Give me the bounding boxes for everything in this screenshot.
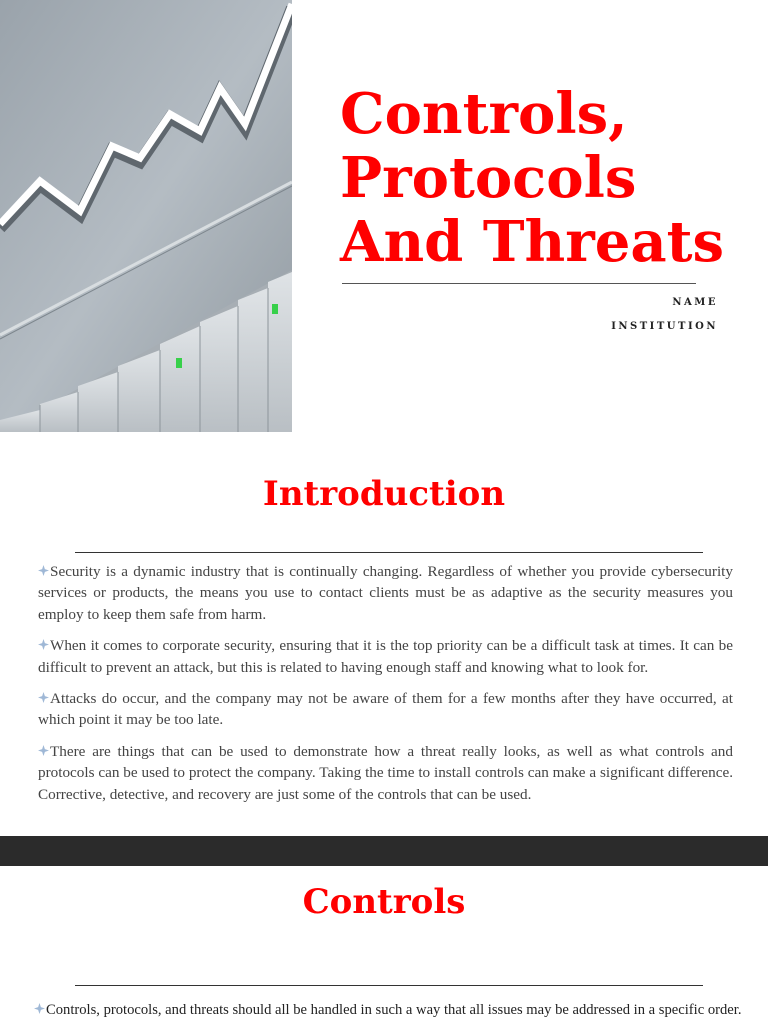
list-item: Security is a dynamic industry that is continually changing. Regardless of whether you provide cybersecurity services or products, the means you use to contact clients must be as adaptive as the security measures you employ to keep them safe from harm. xyxy=(38,563,733,623)
introduction-heading: Introduction xyxy=(262,474,506,514)
title-line-1: Controls, xyxy=(340,81,628,147)
introduction-bullet-list xyxy=(38,561,733,815)
title-line-3: And Threats xyxy=(340,209,725,275)
diamond-bullet-icon xyxy=(38,745,49,756)
introduction-slide xyxy=(0,432,768,836)
heading-divider xyxy=(75,985,703,986)
title-slide xyxy=(0,0,768,432)
title-divider xyxy=(342,283,696,284)
list-item: When it comes to corporate security, ensuring that it is the top priority can be a difficult task at times. It can be difficult to prevent an attack, but this is related to having enough staff and knowing what to look for. xyxy=(38,637,733,676)
list-item: Controls, protocols, and threats should all be handled in such a way that all issues may be addressed in a specific order. xyxy=(34,1000,759,1021)
presentation-title xyxy=(340,82,760,274)
diamond-bullet-icon xyxy=(38,692,49,703)
title-line-2: Protocols xyxy=(340,145,637,211)
controls-slide xyxy=(0,866,768,1024)
heading-divider xyxy=(75,552,703,553)
list-item: Attacks do occur, and the company may not be aware of them for a few months after they have occurred, at which point it may be too late. xyxy=(38,690,733,729)
author-name-label: NAME xyxy=(672,297,718,308)
institution-label: INSTITUTION xyxy=(611,321,718,332)
controls-bullet-list xyxy=(34,1000,759,1024)
diamond-bullet-icon xyxy=(34,1003,45,1014)
diamond-bullet-icon xyxy=(38,639,49,650)
stairs-growth-chart-photo xyxy=(0,0,292,432)
controls-heading: Controls xyxy=(302,882,466,922)
diamond-bullet-icon xyxy=(38,565,49,576)
list-item: There are things that can be used to demonstrate how a threat really looks, as well as what controls and protocols can be used to protect the company. Taking the time to install controls can make a significant difference. Corrective, detective, and recovery are just some of the controls that can be used. xyxy=(38,742,733,803)
